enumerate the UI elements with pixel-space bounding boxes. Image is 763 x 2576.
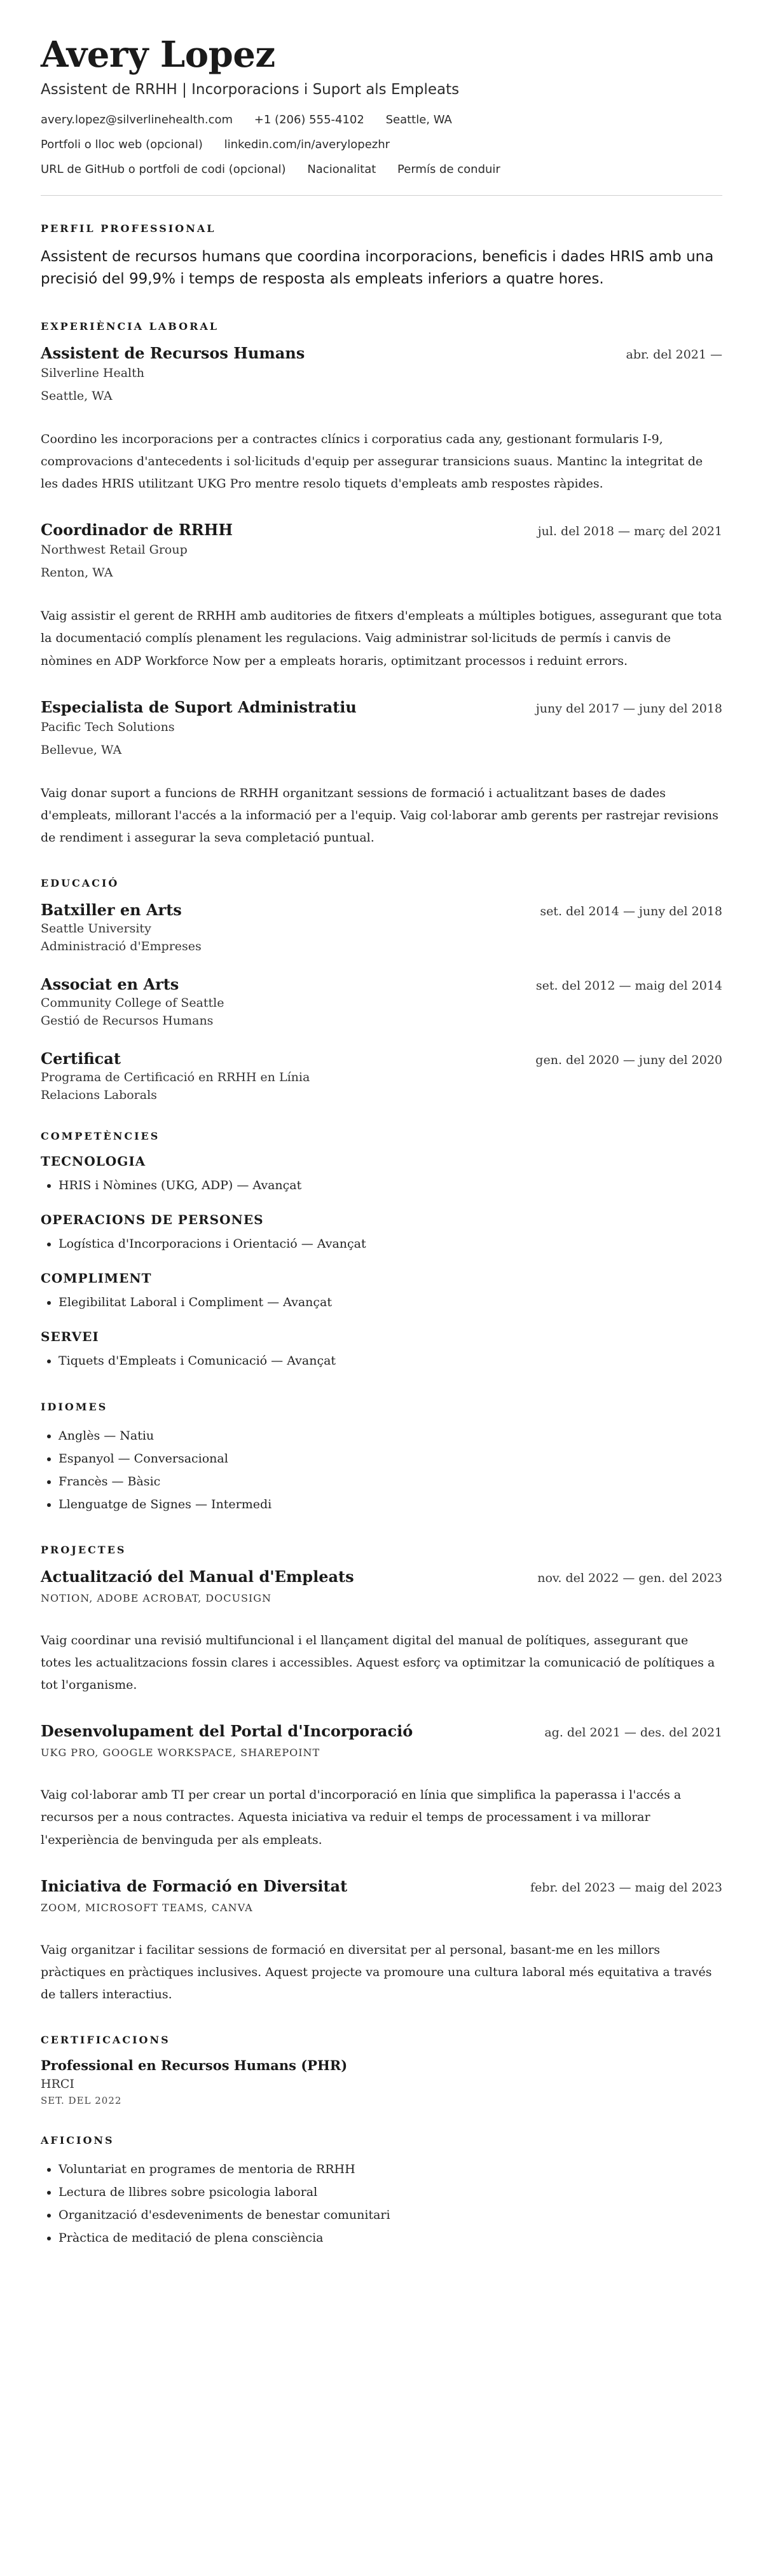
project-item: [41, 1722, 722, 1851]
header-divider: [41, 195, 722, 196]
resume-header: [41, 36, 722, 176]
certification-issuer: HRCI: [41, 2077, 74, 2092]
degree-title: Associat en Arts: [41, 975, 179, 994]
project-tools: NOTION, ADOBE ACROBAT, DOCUSIGN: [41, 1591, 272, 1604]
skill-item: • HRIS i Nòmines (UKG, ADP) — Avançat: [58, 1174, 722, 1197]
job-dates: juny del 2017 — juny del 2018: [535, 701, 722, 716]
skill-item: • Elegibilitat Laboral i Compliment — Avançat: [58, 1291, 722, 1314]
certifications-section-title: CERTIFICACIONS: [41, 2034, 170, 2047]
project-dates: nov. del 2022 — gen. del 2023: [537, 1571, 722, 1585]
project-tools: UKG PRO, GOOGLE WORKSPACE, SHAREPOINT: [41, 1747, 320, 1759]
study-field: Gestió de Recursos Humans: [41, 1014, 214, 1028]
experience-item: [41, 698, 722, 849]
skills-section: [41, 1130, 722, 1372]
job-location: Bellevue, WA: [41, 742, 122, 757]
skills-section-title: COMPETÈNCIES: [41, 1130, 160, 1143]
hobby-item: • Pràctica de meditació de plena consciència: [58, 2226, 722, 2249]
school-name: Community College of Seattle: [41, 996, 224, 1011]
contact-github[interactable]: URL de GitHub o portfoli de codi (opcional): [41, 162, 286, 176]
school-name: Programa de Certificació en RRHH en Línia: [41, 1070, 310, 1085]
school-name: Seattle University: [41, 922, 151, 936]
project-tools: ZOOM, MICROSOFT TEAMS, CANVA: [41, 1901, 253, 1914]
skill-group: [41, 1154, 722, 1197]
contact-linkedin[interactable]: linkedin.com/in/averylopezhr: [224, 137, 390, 151]
hobby-item: • Organització d'esdeveniments de benestar comunitari: [58, 2204, 722, 2226]
projects-section: [41, 1544, 722, 2006]
job-dates: jul. del 2018 — març del 2021: [537, 524, 722, 539]
language-item: • Llenguatge de Signes — Intermedi: [58, 1493, 722, 1516]
candidate-name: Avery Lopez: [41, 34, 275, 76]
job-description: Vaig donar suport a funcions de RRHH organitzant sessions de formació i actualitzant bases de dades d'empleats, millorant l'accés a la informació per a l'equip. Vaig col·laborar amb gerents per rastrejar revisions de rendiment i assegurar la seva completació puntual.: [41, 786, 718, 845]
skill-item: • Logística d'Incorporacions i Orientació — Avançat: [58, 1232, 722, 1255]
education-item: [41, 975, 722, 1028]
contact-license: Permís de conduir: [397, 162, 500, 176]
experience-item: [41, 344, 722, 495]
contact-portfolio[interactable]: Portfoli o lloc web (opcional): [41, 137, 203, 151]
skill-category: SERVEI: [41, 1329, 99, 1345]
education-item: [41, 901, 722, 953]
education-item: [41, 1049, 722, 1102]
project-name: Iniciativa de Formació en Diversitat: [41, 1876, 348, 1895]
hobbies-section: [41, 2134, 722, 2249]
job-dates: abr. del 2021 —: [626, 347, 722, 362]
job-company: Silverline Health: [41, 365, 144, 380]
job-description: Coordino les incorporacions per a contractes clínics i corporatius cada any, gestionant formularis I-9, comprovacions d'antecedents i sol·licituds d'equip per assegurar transicions suaus. Mantinc la integritat de les dades HRIS utilitzant UKG Pro mentre resolo tiquets d'empleats amb respostes ràpides.: [41, 432, 703, 491]
hobbies-section-title: AFICIONS: [41, 2134, 114, 2147]
contact-location: Seattle, WA: [385, 112, 452, 126]
skill-group: [41, 1271, 722, 1314]
degree-dates: set. del 2014 — juny del 2018: [540, 904, 722, 919]
skill-item: • Tiquets d'Empleats i Comunicació — Avançat: [58, 1349, 722, 1372]
contact-email[interactable]: avery.lopez@silverlinehealth.com: [41, 112, 233, 126]
certifications-section: [41, 2034, 722, 2106]
skill-category: TECNOLOGIA: [41, 1154, 146, 1169]
project-description: Vaig coordinar una revisió multifuncional i el llançament digital del manual de polítiques, assegurant que totes les actualitzacions fossin clares i accessibles. Aquest esforç va optimitzar la comunicació de polítiques a tot l'organisme.: [41, 1633, 715, 1693]
skill-group: [41, 1329, 722, 1372]
hobby-item: • Lectura de llibres sobre psicologia laboral: [58, 2181, 722, 2204]
certification-item: [41, 2057, 722, 2106]
contact-line-2: [41, 138, 722, 151]
project-name: Actualització del Manual d'Empleats: [41, 1567, 354, 1586]
contact-nationality: Nacionalitat: [307, 162, 376, 176]
degree-dates: gen. del 2020 — juny del 2020: [535, 1053, 722, 1068]
study-field: Administració d'Empreses: [41, 939, 202, 954]
degree-title: Certificat: [41, 1049, 121, 1068]
project-description: Vaig col·laborar amb TI per crear un portal d'incorporació en línia que simplifica la paperassa i l'accés a recursos per a nous contractes. Aquesta iniciativa va reduir el temps de processament i va millorar l'experiència de benvinguda per als empleats.: [41, 1788, 682, 1847]
contact-line-1: [41, 113, 722, 126]
job-title: Coordinador de RRHH: [41, 521, 233, 540]
degree-dates: set. del 2012 — maig del 2014: [535, 979, 722, 993]
skill-category: OPERACIONS DE PERSONES: [41, 1212, 264, 1228]
contact-line-3: [41, 163, 722, 176]
experience-item: [41, 521, 722, 672]
job-company: Northwest Retail Group: [41, 543, 188, 557]
profile-section-title: PERFIL PROFESSIONAL: [41, 222, 216, 235]
project-dates: febr. del 2023 — maig del 2023: [530, 1880, 722, 1895]
languages-section: [41, 1401, 722, 1516]
experience-section: [41, 320, 722, 849]
project-item: [41, 1877, 722, 2006]
certification-name: Professional en Recursos Humans (PHR): [41, 2057, 348, 2074]
language-item: • Francès — Bàsic: [58, 1470, 722, 1493]
job-title: Assistent de Recursos Humans: [41, 343, 305, 362]
languages-section-title: IDIOMES: [41, 1400, 108, 1413]
candidate-headline: Assistent de RRHH | Incorporacions i Suport als Empleats: [41, 81, 460, 98]
contact-phone: +1 (206) 555-4102: [254, 112, 364, 126]
job-location: Seattle, WA: [41, 388, 113, 403]
project-item: [41, 1567, 722, 1696]
project-name: Desenvolupament del Portal d'Incorporació: [41, 1722, 413, 1741]
experience-section-title: EXPERIÈNCIA LABORAL: [41, 320, 219, 332]
job-title: Especialista de Suport Administratiu: [41, 697, 357, 716]
projects-section-title: PROJECTES: [41, 1543, 127, 1556]
education-section: [41, 877, 722, 1102]
profile-summary: Assistent de recursos humans que coordina incorporacions, beneficis i dades HRIS amb una precisió del 99,9% i temps de resposta als empleats inferiors a quatre hores.: [41, 248, 714, 288]
skill-category: COMPLIMENT: [41, 1271, 152, 1286]
project-dates: ag. del 2021 — des. del 2021: [544, 1726, 722, 1740]
study-field: Relacions Laborals: [41, 1088, 157, 1103]
skill-group: [41, 1212, 722, 1255]
job-company: Pacific Tech Solutions: [41, 719, 175, 734]
job-description: Vaig assistir el gerent de RRHH amb auditories de fitxers d'empleats a múltiples botigues, assegurant que tota la documentació complís plenament les regulacions. Vaig administrar sol·licituds de permís i canvis de nòmines en ADP Workforce Now per a empleats horaris, optimitzant processos i reduint errors.: [41, 609, 722, 668]
project-description: Vaig organitzar i facilitar sessions de formació en diversitat per al personal, basant-me en les millors pràctiques en pràctiques inclusives. Aquest projecte va promoure una cultura laboral més equitativa a través de tallers interactius.: [41, 1942, 712, 2002]
job-location: Renton, WA: [41, 566, 113, 580]
profile-section: [41, 222, 722, 291]
resume-page: [41, 0, 722, 2316]
language-item: • Anglès — Natiu: [58, 1424, 722, 1447]
certification-date: SET. DEL 2022: [41, 2095, 122, 2107]
language-item: • Espanyol — Conversacional: [58, 1447, 722, 1470]
hobby-item: • Voluntariat en programes de mentoria de RRHH: [58, 2158, 722, 2181]
degree-title: Batxiller en Arts: [41, 901, 182, 920]
education-section-title: EDUCACIÓ: [41, 877, 120, 890]
